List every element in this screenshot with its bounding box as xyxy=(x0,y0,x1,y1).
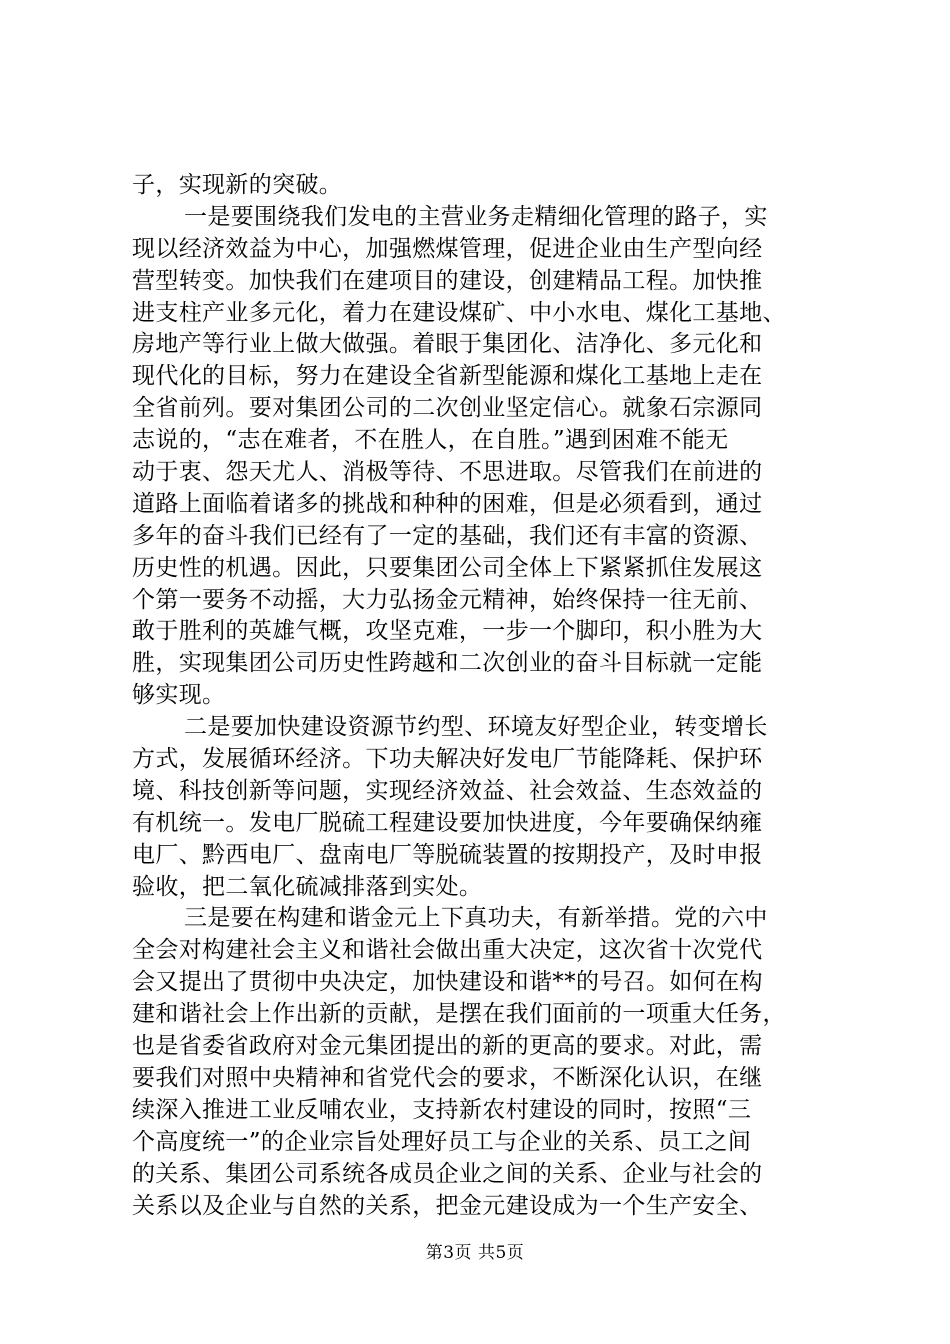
text-line: 的关系、集团公司系统各成员企业之间的关系、企业与社会的 xyxy=(132,1160,763,1187)
paragraph-first-line: 一是要围绕我们发电的主营业务走精细化管理的路子，实 xyxy=(184,203,768,230)
text-line: 营型转变。加快我们在建项目的建设，创建精品工程。加快推 xyxy=(132,267,763,294)
text-line: 动于衷、怨天尤人、消极等待、不思进取。尽管我们在前进的 xyxy=(132,459,763,486)
text-line: 房地产等行业上做大做强。着眼于集团化、洁净化、多元化和 xyxy=(132,331,763,358)
text-line: 现代化的目标，努力在建设全省新型能源和煤化工基地上走在 xyxy=(132,363,763,390)
text-line: 历史性的机遇。因此，只要集团公司全体上下紧紧抓住发展这 xyxy=(132,554,763,581)
text-line: 敢于胜利的英雄气概，攻坚克难，一步一个脚印，积小胜为大 xyxy=(132,618,763,645)
page-footer: 第3页 共5页 xyxy=(425,1243,525,1263)
text-line: 全省前列。要对集团公司的二次创业坚定信心。就象石宗源同 xyxy=(132,395,763,422)
text-line: 方式，发展循环经济。下功夫解决好发电厂节能降耗、保护环 xyxy=(132,746,763,773)
text-line: 全会对构建社会主义和谐社会做出重大决定，这次省十次党代 xyxy=(132,937,763,964)
text-line: 进支柱产业多元化，着力在建设煤矿、中小水电、煤化工基地、 xyxy=(132,299,786,326)
text-line: 电厂、黔西电厂、盘南电厂等脱硫装置的按期投产，及时申报 xyxy=(132,841,763,868)
text-line: 个高度统一”的企业宗旨处理好员工与企业的关系、员工之间 xyxy=(132,1128,752,1155)
text-line: 多年的奋斗我们已经有了一定的基础，我们还有丰富的资源、 xyxy=(132,522,763,549)
text-line: 关系以及企业与自然的关系，把金元建设成为一个生产安全、 xyxy=(132,1192,763,1219)
text-line: 现以经济效益为中心，加强燃煤管理，促进企业由生产型向经 xyxy=(132,235,763,262)
text-line: 验收，把二氧化硫减排落到实处。 xyxy=(132,873,483,900)
text-line: 道路上面临着诸多的挑战和种种的困难，但是必须看到，通过 xyxy=(132,490,763,517)
body-text xyxy=(132,170,832,1222)
text-line: 要我们对照中央精神和省党代会的要求，不断深化认识，在继 xyxy=(132,1064,763,1091)
text-line: 续深入推进工业反哺农业，支持新农村建设的同时，按照“三 xyxy=(132,1096,752,1123)
text-line: 有机统一。发电厂脱硫工程建设要加快进度，今年要确保纳雍 xyxy=(132,809,763,836)
text-line: 够实现。 xyxy=(132,682,226,709)
text-line: 子，实现新的突破。 xyxy=(132,172,343,198)
text-line: 个第一要务不动摇，大力弘扬金元精神，始终保持一往无前、 xyxy=(132,586,763,613)
text-line: 胜，实现集团公司历史性跨越和二次创业的奋斗目标就一定能 xyxy=(132,650,763,677)
text-line: 志说的，“志在难者，不在胜人，在自胜。”遇到困难不能无 xyxy=(132,427,729,454)
paragraph-first-line: 三是要在构建和谐金元上下真功夫，有新举措。党的六中 xyxy=(184,905,768,932)
paragraph-first-line: 二是要加快建设资源节约型、环境友好型企业，转变增长 xyxy=(184,714,768,741)
text-line: 境、科技创新等问题，实现经济效益、社会效益、生态效益的 xyxy=(132,777,763,804)
text-line: 也是省委省政府对金元集团提出的新的更高的要求。对此，需 xyxy=(132,1033,763,1060)
text-line: 会又提出了贯彻中央决定，加快建设和谐**的号召。如何在构 xyxy=(132,969,763,996)
text-line: 建和谐社会上作出新的贡献，是摆在我们面前的一项重大任务， xyxy=(132,1001,786,1028)
